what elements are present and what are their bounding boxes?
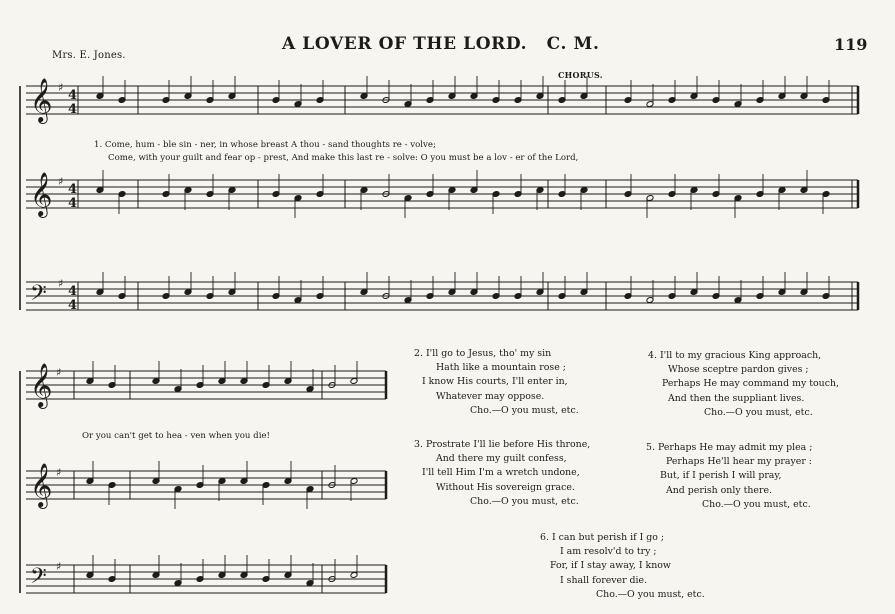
verse-line: Hath like a mountain rose ; bbox=[436, 362, 566, 374]
verse-chorus-ref: Cho.—O you must, etc. bbox=[702, 498, 811, 510]
bass-clef-icon: 𝄢 bbox=[30, 564, 47, 594]
verse-chorus-ref: Cho.—O you must, etc. bbox=[470, 495, 579, 507]
time-signature: 4 bbox=[68, 284, 78, 299]
page-number: 119 bbox=[834, 35, 868, 54]
verse-line: 3. Prostrate I'll lie before His throne, bbox=[414, 439, 591, 450]
verse-line: 2. I'll go to Jesus, tho' my sin bbox=[414, 348, 552, 359]
verse-2 bbox=[414, 347, 579, 418]
hymn-title-text: A LOVER OF THE LORD. bbox=[282, 34, 528, 54]
verse-line: And perish only there. bbox=[666, 484, 772, 496]
key-signature: ♯ bbox=[58, 277, 64, 290]
verse-line: And there my guilt confess, bbox=[436, 453, 567, 465]
verse-3 bbox=[414, 438, 590, 509]
verse-line: Whose sceptre pardon gives ; bbox=[668, 364, 809, 376]
key-signature: ♯ bbox=[56, 560, 62, 573]
treble-clef-icon: 𝄞 bbox=[30, 78, 53, 122]
hymn-meter: C. M. bbox=[546, 34, 600, 54]
verse-line: 4. I'll to my gracious King approach, bbox=[648, 350, 822, 361]
verse-line: And then the suppliant lives. bbox=[668, 392, 805, 404]
time-signature: 4 bbox=[68, 196, 78, 211]
time-signature: 4 bbox=[68, 182, 78, 197]
verse-line: I know His courts, I'll enter in, bbox=[422, 376, 568, 388]
verse-line: 5. Perhaps He may admit my plea ; bbox=[646, 442, 813, 453]
verse-line: Perhaps He may command my touch, bbox=[662, 378, 839, 390]
verse-6 bbox=[540, 531, 705, 602]
verse-chorus-ref: Cho.—O you must, etc. bbox=[704, 406, 813, 418]
time-signature: 4 bbox=[68, 102, 78, 117]
key-signature: ♯ bbox=[56, 466, 62, 479]
lyric-verse1-line1: 1. Come, hum - ble sin - ner, in whose breast A thou - sand thoughts re - volve; bbox=[94, 140, 436, 150]
treble-clef-icon: 𝄞 bbox=[30, 463, 53, 507]
verse-line: For, if I stay away, I know bbox=[550, 560, 671, 572]
bass-clef-icon: 𝄢 bbox=[30, 281, 47, 311]
verse-chorus-ref: Cho.—O you must, etc. bbox=[596, 588, 705, 600]
verse-chorus-ref: Cho.—O you must, etc. bbox=[470, 404, 579, 416]
lyric-verse1-line2: Come, with your guilt and fear op - prest, And make this last re - solve: O you must be a lov - er of the Lord, bbox=[108, 153, 579, 163]
verse-line: I am resolv'd to try ; bbox=[560, 546, 657, 558]
verse-line: Without His sovereign grace. bbox=[436, 481, 575, 493]
verse-5 bbox=[646, 441, 812, 512]
chorus-label: CHORUS. bbox=[558, 70, 603, 80]
key-signature: ♯ bbox=[56, 366, 62, 379]
lyric-chorus-line: Or you can't get to hea - ven when you die! bbox=[82, 431, 270, 441]
composer-credit: Mrs. E. Jones. bbox=[52, 50, 126, 61]
treble-clef-icon: 𝄞 bbox=[30, 363, 53, 407]
verse-line: 6. I can but perish if I go ; bbox=[540, 532, 665, 543]
key-signature: ♯ bbox=[58, 175, 64, 188]
key-signature: ♯ bbox=[58, 81, 64, 94]
verse-line: Perhaps He'll hear my prayer : bbox=[666, 456, 812, 468]
treble-clef-icon: 𝄞 bbox=[30, 172, 53, 216]
verse-line: I'll tell Him I'm a wretch undone, bbox=[422, 467, 580, 479]
time-signature: 4 bbox=[68, 88, 78, 103]
verse-line: But, if I perish I will pray, bbox=[660, 470, 782, 482]
verse-line: I shall forever die. bbox=[560, 574, 648, 586]
verse-line: Whatever may oppose. bbox=[436, 390, 545, 402]
verse-4 bbox=[648, 349, 839, 420]
time-signature: 4 bbox=[68, 298, 78, 313]
